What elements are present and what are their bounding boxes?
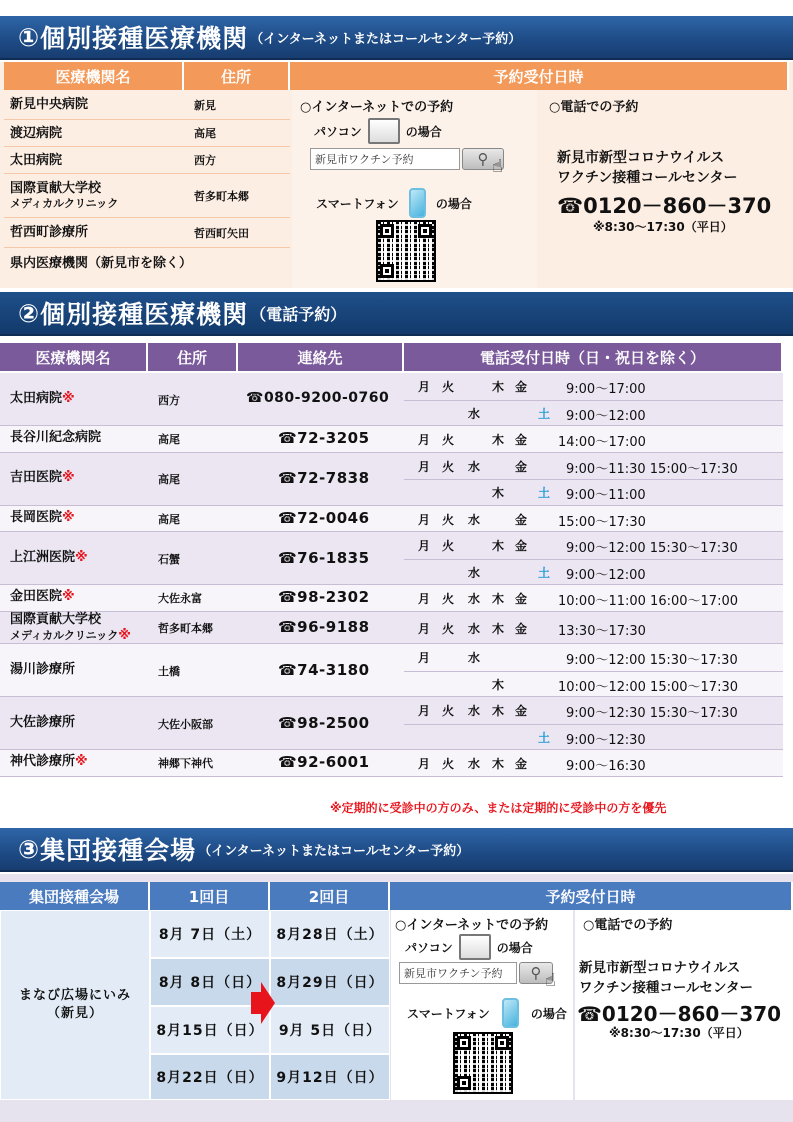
- line-divider: [404, 479, 783, 480]
- section1-number: ①: [18, 22, 41, 52]
- weekday-label: 月: [417, 592, 430, 606]
- section1-title: 個別接種医療機関: [40, 24, 249, 53]
- weekday-label: 木: [491, 486, 504, 500]
- section1-subtitle: （インターネットまたはコールセンター予約）: [250, 31, 522, 47]
- table-row: [0, 506, 783, 533]
- row-name: 渡辺病院: [10, 125, 63, 141]
- section2-banner: [0, 292, 793, 336]
- weekday-label: 月: [417, 512, 430, 527]
- table-row: [0, 373, 783, 426]
- row-name: [10, 662, 75, 678]
- row-name: 新見中央病院: [10, 97, 89, 112]
- weekday-label: 木: [491, 433, 504, 447]
- section3-subtitle: （インターネットまたはコールセンター予約）: [198, 843, 470, 859]
- search-icon: ⚲: [477, 150, 489, 168]
- table-row: [0, 644, 783, 697]
- row-address: 西方: [194, 154, 216, 167]
- hours-text: 10:00～12:00 15:00～17:30: [558, 679, 738, 695]
- weekday-label: 木: [491, 592, 504, 606]
- call-center-line1: 新見市新型コロナウイルス: [579, 960, 741, 976]
- weekday-label: 火: [441, 621, 454, 636]
- weekday-label: 土: [537, 486, 550, 500]
- row-name-line1: 太田病院: [10, 390, 63, 406]
- hours-text: 9:00～12:00: [566, 408, 646, 424]
- weekday-label: 金: [514, 459, 527, 474]
- hours-text: 13:30～17:30: [558, 623, 646, 639]
- row-address: 西方: [158, 393, 180, 407]
- s1-rows: [4, 90, 290, 288]
- row-address: 哲多町本郷: [158, 621, 213, 635]
- row-name-line1: 吉田医院: [10, 470, 63, 485]
- s3-header-second: 2回目: [270, 882, 390, 910]
- row-name-line1: 長谷川紀念病院: [10, 430, 102, 446]
- search-icon: ⚲: [530, 964, 542, 982]
- row-address: 大佐永富: [158, 592, 202, 606]
- s3-phone-panel: [575, 910, 793, 1100]
- monitor-icon: [368, 118, 400, 144]
- row-name: [10, 510, 75, 526]
- smartphone-icon: [409, 188, 426, 218]
- weekday-label: 木: [491, 677, 504, 692]
- weekday-label: 水: [467, 621, 480, 636]
- weekday-label: 水: [467, 512, 480, 527]
- hours-text: 10:00～11:00 16:00～17:00: [558, 594, 738, 609]
- row-name-line1: 国際貢献大学校: [10, 611, 102, 627]
- row-address: 石蟹: [158, 552, 180, 566]
- weekday-label: 木: [491, 621, 504, 636]
- weekday-label: 金: [514, 704, 527, 718]
- row-name-line2: メディカルクリニック: [10, 196, 119, 210]
- weekday-label: 木: [491, 757, 504, 771]
- hours-text: 9:00～12:00 15:30～17:30: [566, 541, 738, 556]
- pointer-hand-icon: ☝: [492, 156, 503, 177]
- sp-label: スマートフォン: [407, 1006, 490, 1021]
- hours-text: 15:00～17:30: [558, 514, 646, 530]
- weekday-label: 土: [537, 565, 550, 580]
- weekday-label: 金: [514, 757, 527, 771]
- hours-text: 9:00～12:00: [566, 567, 646, 583]
- weekday-label: 水: [467, 592, 480, 606]
- qr-code[interactable]: [376, 220, 436, 282]
- row-name: [10, 430, 101, 446]
- row-phone: ☎76-1835: [278, 548, 370, 567]
- row-address: 高尾: [158, 433, 180, 447]
- second-date-cell: 9月12日（日）: [270, 1054, 390, 1100]
- section3-banner: [0, 828, 793, 872]
- pc-row: [314, 118, 442, 144]
- table-row: [0, 585, 783, 612]
- s1-header-address: 住所: [184, 62, 290, 90]
- call-number: ☎0120－860－370: [577, 1002, 782, 1026]
- priority-mark: ※: [62, 509, 75, 525]
- row-address: 大佐小阪部: [158, 717, 213, 731]
- weekday-label: 火: [441, 380, 454, 394]
- row-name: 県内医療機関（新見市を除く）: [10, 255, 193, 271]
- s3-header-reservation: 予約受付日時: [390, 882, 793, 910]
- table-row: [4, 218, 290, 248]
- hours-text: 9:00～16:30: [566, 759, 646, 774]
- row-name: [10, 181, 190, 211]
- weekday-label: 水: [467, 406, 480, 421]
- row-name: 太田病院: [10, 152, 63, 168]
- pc-suffix: の場合: [405, 124, 442, 139]
- row-name-line2: メディカルクリニック: [10, 628, 119, 642]
- call-center-name: [579, 958, 753, 998]
- priority-mark: ※: [118, 627, 131, 643]
- row-name: [10, 589, 75, 605]
- weekday-label: 土: [537, 730, 550, 745]
- s2-header-name: 医療機関名: [0, 343, 148, 371]
- table-row: [0, 697, 783, 750]
- weekday-label: 火: [441, 512, 454, 527]
- second-date-cell: 8月29日（日）: [270, 958, 390, 1006]
- pc-label: パソコン: [405, 940, 453, 955]
- hours-text: 9:00～12:00 15:30～17:30: [566, 653, 738, 668]
- s1-internet-panel: [292, 90, 537, 288]
- smartphone-icon: [502, 998, 519, 1028]
- row-address: 哲多町本郷: [194, 189, 249, 203]
- priority-mark: ※: [62, 390, 75, 406]
- weekday-label: 月: [417, 539, 430, 553]
- sp-row: [407, 998, 567, 1028]
- line-divider: [404, 559, 783, 560]
- pc-label: パソコン: [314, 124, 362, 139]
- row-phone: ☎92-6001: [278, 753, 370, 772]
- table-row: [4, 174, 290, 218]
- weekday-label: 月: [417, 380, 430, 394]
- section3-number: ③: [18, 834, 41, 864]
- line-divider: [404, 400, 783, 401]
- venue-cell: [0, 910, 150, 1100]
- search-input[interactable]: 新見市ワクチン予約: [399, 962, 517, 984]
- arrow-right-icon: [247, 980, 277, 1026]
- s3-internet-panel: [391, 910, 573, 1100]
- internet-reservation-label: ○インターネットでの予約: [300, 100, 454, 115]
- call-hours: ※8:30～17:30（平日）: [593, 220, 733, 234]
- section2-subtitle: （電話予約）: [250, 304, 347, 324]
- row-name-line1: 金田医院: [10, 589, 63, 605]
- row-name-line1: 湯川診療所: [10, 661, 76, 677]
- hours-text: 9:00～17:00: [566, 382, 646, 397]
- table-row: [4, 147, 290, 174]
- weekday-label: 水: [467, 704, 480, 718]
- weekday-label: 月: [417, 651, 430, 665]
- hours-text: 9:00～12:30: [566, 732, 646, 748]
- row-phone: ☎080-9200-0760: [246, 389, 390, 406]
- first-date-cell: 8月22日（日）: [150, 1054, 270, 1100]
- pointer-hand-icon: ☝: [545, 970, 556, 991]
- monitor-icon: [459, 934, 491, 960]
- row-name: 哲西町診療所: [10, 225, 89, 240]
- first-date-cell: 8月15日（日）: [150, 1006, 270, 1054]
- qr-code[interactable]: [453, 1032, 513, 1094]
- weekday-label: 火: [441, 704, 454, 718]
- hours-text: 9:00～11:00: [566, 488, 646, 503]
- call-center-name: [557, 148, 737, 188]
- weekday-label: 月: [417, 621, 430, 636]
- s1-phone-panel: [539, 90, 789, 288]
- line-divider: [404, 671, 783, 672]
- s1-header-reservation: 予約受付日時: [290, 62, 789, 90]
- sp-row: [316, 188, 472, 218]
- row-address: 哲西町矢田: [194, 226, 249, 240]
- row-name-line1: 大佐診療所: [10, 714, 76, 730]
- row-address: 新見: [194, 98, 216, 112]
- sp-label: スマートフォン: [316, 196, 399, 211]
- table-row: [0, 453, 783, 506]
- row-address: 高尾: [194, 127, 216, 140]
- call-center-line1: 新見市新型コロナウイルス: [557, 150, 725, 166]
- call-center-line2: ワクチン接種コールセンター: [579, 980, 754, 996]
- row-address: 土橋: [158, 664, 180, 678]
- internet-reservation-label: ○インターネットでの予約: [395, 918, 549, 933]
- weekday-label: 土: [537, 406, 550, 421]
- row-address: 高尾: [158, 473, 180, 486]
- row-phone: ☎72-7838: [278, 469, 370, 487]
- weekday-label: 金: [514, 380, 527, 394]
- line-divider: [404, 724, 783, 725]
- row-phone: ☎74-3180: [278, 660, 370, 679]
- s3-header-first: 1回目: [150, 882, 270, 910]
- s1-header-name: 医療機関名: [4, 62, 184, 90]
- weekday-label: 火: [441, 433, 454, 447]
- weekday-label: 木: [491, 539, 504, 553]
- phone-reservation-label: ○電話での予約: [549, 100, 639, 115]
- section2-title: 個別接種医療機関: [40, 300, 249, 329]
- section2-number: ②: [18, 298, 41, 328]
- hours-text: 9:00～11:30 15:00～17:30: [566, 461, 738, 477]
- second-date-cell: 9月 5日（日）: [270, 1006, 390, 1054]
- weekday-label: 木: [491, 380, 504, 394]
- row-name: [10, 715, 75, 731]
- weekday-label: 金: [514, 433, 527, 447]
- row-name: [10, 550, 88, 566]
- row-name-line1: 神代診療所: [10, 754, 76, 770]
- weekday-label: 火: [441, 592, 454, 606]
- row-address: 神郷下神代: [158, 757, 213, 771]
- weekday-label: 月: [417, 757, 430, 771]
- pc-row: [405, 934, 533, 960]
- weekday-label: 月: [417, 704, 430, 718]
- venue-name: まなび広場にいみ: [18, 988, 131, 1003]
- row-name-line1: 上江洲医院: [10, 549, 76, 565]
- row-name: [10, 612, 131, 644]
- first-date-cell: 8月 8日（日）: [150, 958, 270, 1006]
- row-name: [10, 754, 88, 770]
- table-row: [4, 248, 290, 278]
- weekday-label: 水: [467, 757, 480, 771]
- weekday-label: 火: [441, 757, 454, 771]
- row-phone: ☎96-9188: [278, 617, 370, 636]
- weekday-label: 月: [417, 459, 430, 474]
- row-name: [10, 391, 75, 407]
- hours-text: 14:00～17:00: [558, 435, 646, 450]
- sp-suffix: の場合: [530, 1006, 567, 1021]
- hours-text: 9:00～12:30 15:30～17:30: [566, 706, 738, 721]
- row-name: [10, 470, 75, 486]
- table-row: [0, 532, 783, 585]
- weekday-label: 水: [467, 565, 480, 580]
- weekday-label: 金: [514, 539, 527, 553]
- s2-header-contact: 連絡先: [238, 343, 404, 371]
- table-row: [0, 750, 783, 777]
- s2-note: ※定期的に受診中の方のみ、または定期的に受診中の方を優先: [330, 801, 667, 815]
- weekday-label: 火: [441, 459, 454, 474]
- weekday-label: 木: [491, 704, 504, 718]
- weekday-label: 水: [467, 651, 480, 665]
- first-date-cell: 8月 7日（土）: [150, 910, 270, 958]
- priority-mark: ※: [62, 589, 75, 605]
- weekday-label: 火: [441, 539, 454, 553]
- table-row: [0, 426, 783, 453]
- call-number: ☎0120－860－370: [557, 194, 772, 218]
- search-input[interactable]: 新見市ワクチン予約: [310, 148, 460, 170]
- sp-suffix: の場合: [435, 196, 472, 211]
- weekday-label: 金: [514, 621, 527, 636]
- s3-header-venue: 集団接種会場: [0, 882, 150, 910]
- priority-mark: ※: [75, 549, 88, 565]
- row-address: 高尾: [158, 512, 180, 526]
- section3-title: 集団接種会場: [40, 836, 197, 865]
- phone-reservation-label: ○電話での予約: [583, 918, 673, 933]
- s2-header-address: 住所: [148, 343, 238, 371]
- table-row: [0, 612, 783, 645]
- priority-mark: ※: [75, 754, 88, 770]
- pc-suffix: の場合: [496, 940, 533, 955]
- row-name-line1: 長岡医院: [10, 509, 63, 525]
- second-date-cell: 8月28日（土）: [270, 910, 390, 958]
- section1-banner: [0, 16, 793, 60]
- weekday-label: 月: [417, 433, 430, 447]
- row-phone: ☎72-0046: [278, 508, 370, 527]
- weekday-label: 水: [467, 459, 480, 474]
- weekday-label: 金: [514, 592, 527, 606]
- row-phone: ☎98-2302: [278, 588, 370, 607]
- venue-area: （新見）: [46, 1006, 103, 1021]
- weekday-label: 金: [514, 512, 527, 527]
- call-center-line2: ワクチン接種コールセンター: [557, 170, 738, 186]
- row-phone: ☎98-2500: [278, 713, 370, 732]
- row-name-line1: 国際貢献大学校: [10, 180, 102, 196]
- s2-header-hours: 電話受付日時（日・祝日を除く）: [404, 343, 783, 371]
- call-hours: ※8:30～17:30（平日）: [609, 1026, 749, 1040]
- priority-mark: ※: [62, 470, 75, 485]
- table-row: [4, 90, 290, 120]
- row-phone: ☎72-3205: [278, 429, 370, 448]
- table-row: [4, 120, 290, 147]
